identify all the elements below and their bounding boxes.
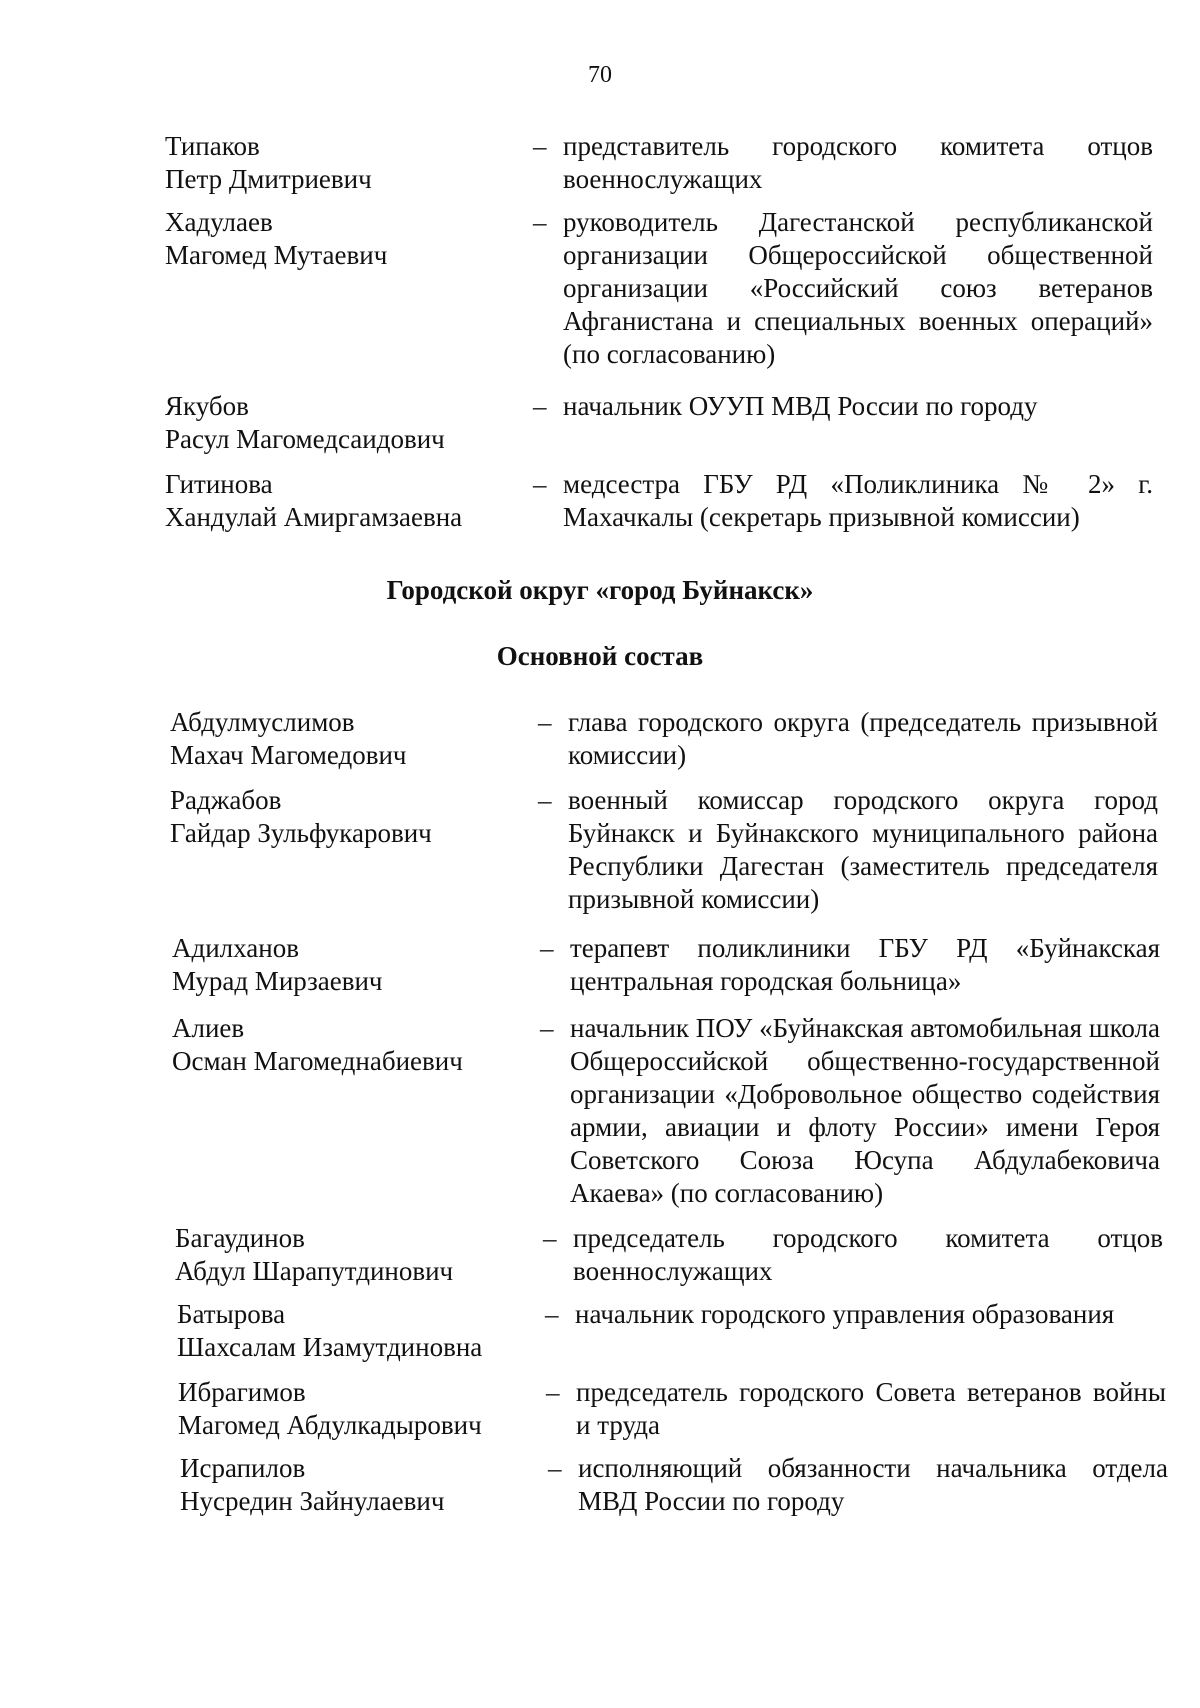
member-surname: Типаков (165, 131, 260, 161)
list-item (172, 1012, 1200, 1222)
list-item (178, 1376, 1200, 1452)
member-given-name: Осман Магомеднабиевич (172, 1046, 463, 1076)
member-name (165, 390, 533, 468)
member-name (165, 206, 533, 390)
member-role: глава городского округа (председатель призывной комиссии) (568, 707, 1158, 770)
entry-dash: – (533, 207, 547, 237)
member-role: начальник ПОУ «Буйнакская автомобильная школа Общероссийской общественно-государственной организации «Добровольное общество содействия армии, авиации и флоту России» имени Героя Советского Союза Юсупа Абдулабековича Акаева» (по согласованию) (570, 1013, 1160, 1208)
list-item (170, 706, 1200, 784)
member-name (165, 130, 533, 206)
member-surname: Абдулмуслимов (170, 707, 355, 737)
member-role: медсестра ГБУ РД «Поликлиника № 2» г. Махачкалы (секретарь призывной комиссии) (563, 469, 1153, 532)
entry-dash: – (548, 1453, 562, 1483)
list-item (172, 932, 1200, 1012)
member-given-name: Нусредин Зайнулаевич (180, 1486, 445, 1516)
member-surname: Хадулаев (165, 207, 273, 237)
entry-dash: – (540, 1013, 554, 1043)
entry-dash: – (533, 469, 547, 499)
member-surname: Раджабов (170, 785, 282, 815)
member-name (172, 932, 540, 1012)
entry-dash: – (545, 1299, 559, 1329)
member-surname: Алиев (172, 1013, 245, 1043)
member-role: председатель городского Совета ветеранов войны и труда (576, 1377, 1166, 1440)
member-given-name: Мурад Мирзаевич (172, 966, 383, 996)
member-name (180, 1452, 548, 1528)
member-role: председатель городского комитета отцов военнослужащих (573, 1223, 1163, 1286)
member-role: терапевт поликлиники ГБУ РД «Буйнакская центральная городская больница» (570, 933, 1160, 996)
entry-dash: – (540, 933, 554, 963)
member-role: начальник ОУУП МВД России по городу (563, 391, 1038, 421)
member-surname: Ибрагимов (178, 1377, 306, 1407)
member-given-name: Абдул Шарапутдинович (175, 1256, 454, 1286)
member-surname: Якубов (165, 391, 249, 421)
member-role: руководитель Дагестанской республиканской организации Общероссийской общественной организации «Российский союз ветеранов Афганистана и специальных военных операций» (по согласованию) (563, 207, 1153, 369)
member-name (175, 1222, 543, 1298)
member-given-name: Магомед Абдулкадырович (178, 1410, 482, 1440)
member-name (172, 1012, 540, 1222)
entry-dash: – (538, 707, 552, 737)
member-surname: Батырова (177, 1299, 286, 1329)
member-name (170, 784, 538, 932)
member-given-name: Шахсалам Изамутдиновна (177, 1332, 483, 1362)
entry-section-main (0, 706, 1200, 1528)
list-item (165, 390, 1200, 468)
member-surname: Гитинова (165, 469, 273, 499)
entry-dash: – (533, 391, 547, 421)
entry-dash: – (533, 131, 547, 161)
member-name (165, 468, 533, 544)
entry-section-top (0, 130, 1200, 544)
list-item (177, 1298, 1200, 1376)
entry-dash: – (543, 1223, 557, 1253)
list-item (165, 206, 1200, 390)
member-given-name: Хандулай Амиргамзаевна (165, 502, 463, 532)
entry-dash: – (546, 1377, 560, 1407)
member-name (170, 706, 538, 784)
member-given-name: Магомед Мутаевич (165, 240, 388, 270)
list-item (180, 1452, 1200, 1528)
member-role: военный комиссар городского округа город Буйнакск и Буйнакского муниципального района Республики Дагестан (заместитель председателя призывной комиссии) (568, 785, 1158, 914)
page-number: 70 (588, 62, 612, 88)
member-surname: Багаудинов (175, 1223, 305, 1253)
list-item (165, 468, 1200, 544)
list-item (170, 784, 1200, 932)
list-item (165, 130, 1200, 206)
entry-dash: – (538, 785, 552, 815)
member-name (177, 1298, 545, 1376)
member-surname: Адилханов (172, 933, 299, 963)
member-given-name: Петр Дмитриевич (165, 164, 372, 194)
member-surname: Исрапилов (180, 1453, 306, 1483)
list-item (175, 1222, 1200, 1298)
composition-heading: Основной состав (496, 641, 704, 671)
member-role: представитель городского комитета отцов военнослужащих (563, 131, 1153, 194)
member-role: начальник городского управления образования (575, 1299, 1115, 1329)
member-name (178, 1376, 546, 1452)
member-role: исполняющий обязанности начальника отдела МВД России по городу (578, 1453, 1168, 1516)
member-given-name: Гайдар Зульфукарович (170, 818, 432, 848)
member-given-name: Расул Магомедсаидович (165, 424, 445, 454)
district-heading: Городской округ «город Буйнакск» (386, 575, 814, 605)
member-given-name: Махач Магомедович (170, 740, 407, 770)
